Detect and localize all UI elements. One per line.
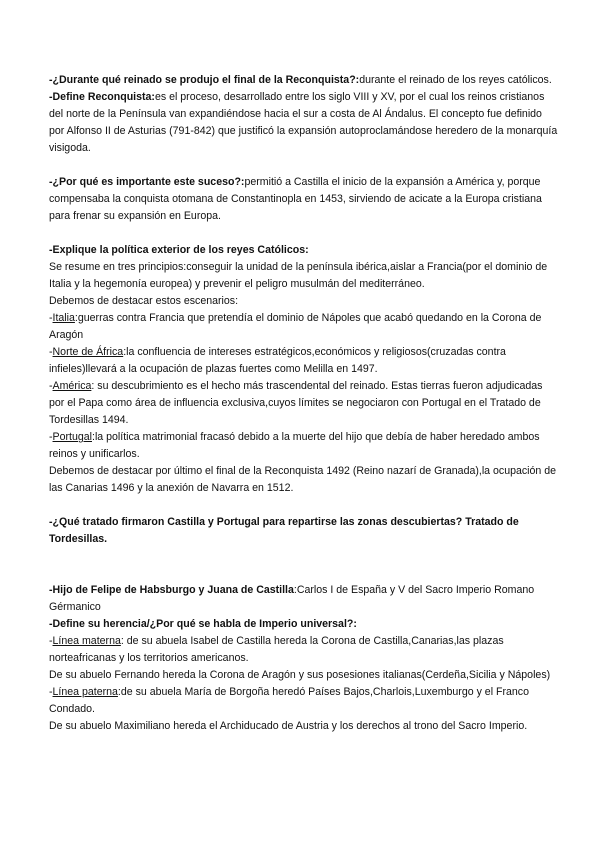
paragraph bbox=[49, 429, 560, 463]
bold-text: -Hijo de Felipe de Habsburgo y Juana de Castilla bbox=[49, 584, 294, 596]
text-run: - bbox=[49, 431, 53, 443]
text-run: De su abuelo Fernando hereda la Corona de Aragón y sus posesiones italianas(Cerdeña,Sicilia y Nápoles) bbox=[49, 669, 551, 681]
bold-text: -¿Por qué es importante este suceso?: bbox=[49, 176, 245, 188]
paragraph bbox=[49, 344, 560, 378]
underlined-term: Norte de África bbox=[52, 346, 124, 358]
bold-text: -Explique la política exterior de los reyes Católicos: bbox=[49, 244, 309, 256]
paragraph bbox=[49, 72, 560, 89]
underlined-term: América bbox=[52, 380, 92, 392]
paragraph bbox=[49, 89, 560, 157]
paragraph bbox=[49, 259, 560, 293]
underlined-term: Línea materna bbox=[52, 635, 121, 647]
bold-text: -¿Durante qué reinado se produjo el final de la Reconquista?: bbox=[49, 74, 360, 86]
text-run: : de su abuela Isabel de Castilla hereda la Corona de Castilla,Canarias,las plazas norteafricanas y los territorios americanos. bbox=[49, 635, 504, 664]
paragraph bbox=[49, 463, 560, 497]
paragraph bbox=[49, 684, 560, 718]
text-run: :guerras contra Francia que pretendía el dominio de Nápoles que acabó quedando en la Corona de Aragón bbox=[49, 312, 542, 341]
paragraph bbox=[49, 633, 560, 667]
text-run: Se resume en tres principios:conseguir la unidad de la península ibérica,aislar a Francia(por el dominio de Italia y la hegemonía europea) y prevenir el peligro musulmán del mediterráneo. bbox=[49, 261, 548, 290]
text-run: - bbox=[49, 686, 53, 698]
text-run: durante el reinado de los reyes católicos. bbox=[359, 74, 552, 86]
paragraph bbox=[49, 378, 560, 429]
paragraph-spacer bbox=[49, 157, 560, 174]
paragraph-spacer bbox=[49, 225, 560, 242]
bold-text: -Define Reconquista: bbox=[49, 91, 155, 103]
underlined-term: Portugal bbox=[52, 431, 92, 443]
text-run: - bbox=[49, 380, 53, 392]
paragraph-spacer bbox=[49, 548, 560, 582]
paragraph bbox=[49, 616, 560, 633]
text-run: Debemos de destacar estos escenarios: bbox=[49, 295, 239, 307]
text-run: Debemos de destacar por último el final de la Reconquista 1492 (Reino nazarí de Granada),la ocupación de las Canarias 1496 y la anexión de Navarra en 1512. bbox=[49, 465, 557, 494]
text-run: :la política matrimonial fracasó debido a la muerte del hijo que debía de haber heredado ambos reinos y unificarlos. bbox=[49, 431, 540, 460]
paragraph bbox=[49, 514, 560, 548]
text-run: - bbox=[49, 346, 53, 358]
paragraph bbox=[49, 293, 560, 310]
bold-text: -Define su herencia/¿Por qué se habla de Imperio universal?: bbox=[49, 618, 357, 630]
paragraph bbox=[49, 718, 560, 735]
underlined-term: Italia bbox=[52, 312, 75, 324]
text-run: :Carlos I de España y V del Sacro Imperio Romano Gérmanico bbox=[49, 584, 535, 613]
text-run: es el proceso, desarrollado entre los siglo VIII y XV, por el cual los reinos cristianos del norte de la Península van expandiéndose hacia el sur a costa de Al Ándalus. El concepto fue definido por Alfonso II de Asturias (791-842) que justificó la expansión autoproclamándose heredero de la monarquía visigoda. bbox=[49, 91, 558, 154]
paragraph bbox=[49, 310, 560, 344]
text-run: :de su abuela María de Borgoña heredó Países Bajos,Charlois,Luxemburgo y el Franco Condado. bbox=[49, 686, 529, 715]
paragraph bbox=[49, 174, 560, 225]
paragraph bbox=[49, 582, 560, 616]
bold-text: -¿Qué tratado firmaron Castilla y Portugal para repartirse las zonas descubiertas? Tratado de Tordesillas. bbox=[49, 516, 519, 545]
text-run: De su abuelo Maximiliano hereda el Archiducado de Austria y los derechos al trono del Sacro Imperio. bbox=[49, 720, 528, 732]
text-run: permitió a Castilla el inicio de la expansión a América y, porque compensaba la conquista otomana de Constantinopla en 1453, sirviendo de acicate a la Europa cristiana para frenar su expansión en Europa. bbox=[49, 176, 542, 222]
paragraph bbox=[49, 667, 560, 684]
text-run: - bbox=[49, 635, 53, 647]
paragraph-spacer bbox=[49, 497, 560, 514]
text-run: :la confluencia de intereses estratégicos,económicos y religiosos(cruzadas contra infieles)llevará a la ocupación de plazas fuertes como Melilla en 1497. bbox=[49, 346, 506, 375]
text-run: - bbox=[49, 312, 53, 324]
paragraph bbox=[49, 242, 560, 259]
text-run: : su descubrimiento es el hecho más trascendental del reinado. Estas tierras fueron adjudicadas por el Papa como área de influencia exclusiva,cuyos límites se negociaron con Portugal en el Tratado de Tordesillas 1494. bbox=[49, 380, 543, 426]
underlined-term: Línea paterna bbox=[52, 686, 118, 698]
